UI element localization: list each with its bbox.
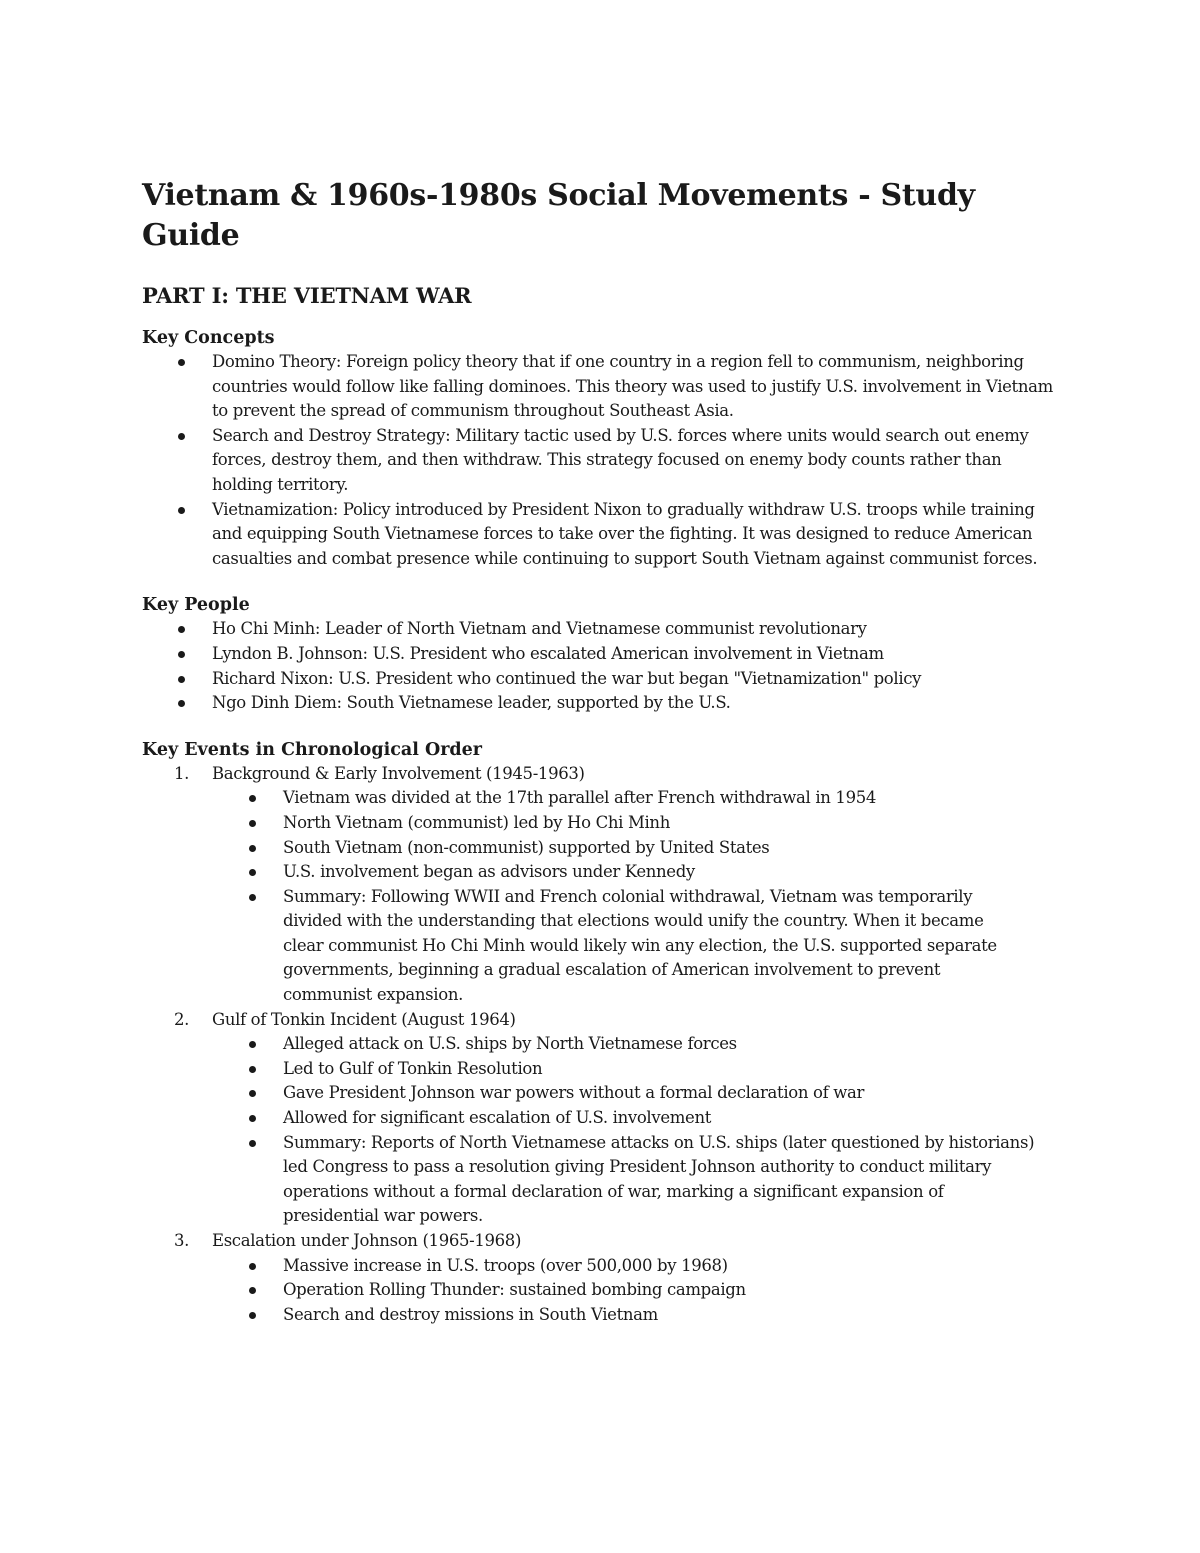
event-item (142, 762, 1062, 1008)
event-item (142, 1008, 1062, 1229)
list-item: Led to Gulf of Tonkin Resolution (283, 1057, 1062, 1082)
list-item: Vietnam was divided at the 17th parallel after French withdrawal in 1954 (283, 786, 1062, 811)
list-item: Alleged attack on U.S. ships by North Vietnamese forces (283, 1032, 1062, 1057)
event-details-list (142, 786, 1062, 1007)
event-details-list (142, 1254, 1062, 1328)
list-item: Search and destroy missions in South Vietnam (283, 1303, 1062, 1328)
event-number: 2. (174, 1009, 190, 1029)
key-people-section (142, 593, 1062, 715)
list-item: Ngo Dinh Diem: South Vietnamese leader, supported by the U.S. (142, 691, 1062, 716)
list-item: Ho Chi Minh: Leader of North Vietnam and Vietnamese communist revolutionary (142, 617, 1062, 642)
list-item: Search and Destroy Strategy: Military tactic used by U.S. forces where units would search out enemy forces, destroy them, and then withdraw. This strategy focused on enemy body counts rather than holding territory. (142, 424, 1062, 498)
key-concepts-list (142, 350, 1062, 571)
key-events-heading: Key Events in Chronological Order (142, 739, 483, 760)
document-page (142, 176, 1062, 1327)
list-item: Lyndon B. Johnson: U.S. President who escalated American involvement in Vietnam (142, 642, 1062, 667)
list-item: U.S. involvement began as advisors under Kennedy (283, 860, 1062, 885)
list-item: South Vietnam (non-communist) supported by United States (283, 836, 1062, 861)
key-people-heading: Key People (142, 595, 250, 616)
list-item: Massive increase in U.S. troops (over 500,000 by 1968) (283, 1254, 1062, 1279)
key-people-list (142, 617, 1062, 715)
event-title: Escalation under Johnson (1965-1968) (212, 1231, 522, 1250)
list-item: Allowed for significant escalation of U.S. involvement (283, 1106, 1062, 1131)
section-spacer (142, 716, 1062, 738)
list-item: Summary: Reports of North Vietnamese attacks on U.S. ships (later questioned by historians) led Congress to pass a resolution giving President Johnson authority to conduct military operations without a formal declaration of war, marking a significant expansion of presidential war powers. (283, 1131, 1043, 1229)
list-item: Gave President Johnson war powers without a formal declaration of war (283, 1081, 1062, 1106)
list-item: Operation Rolling Thunder: sustained bombing campaign (283, 1278, 1062, 1303)
list-item: Domino Theory: Foreign policy theory that if one country in a region fell to communism, neighboring countries would follow like falling dominoes. This theory was used to justify U.S. involvement in Vietnam to prevent the spread of communism throughout Southeast Asia. (142, 350, 1062, 424)
event-title: Background & Early Involvement (1945-1963) (212, 763, 585, 783)
key-concepts-section (142, 326, 1062, 571)
event-details-list (142, 1032, 1062, 1229)
event-number: 1. (174, 763, 190, 783)
event-number: 3. (174, 1231, 190, 1250)
key-concepts-heading: Key Concepts (142, 328, 275, 348)
key-events-section (142, 738, 1062, 1328)
document-title: Vietnam & 1960s-1980s Social Movements - Study Guide (142, 178, 975, 253)
event-item (142, 1229, 1062, 1327)
event-title: Gulf of Tonkin Incident (August 1964) (212, 1009, 516, 1029)
list-item: North Vietnam (communist) led by Ho Chi Minh (283, 811, 1062, 836)
section-spacer (142, 571, 1062, 593)
list-item: Summary: Following WWII and French colonial withdrawal, Vietnam was temporarily divided with the understanding that elections would unify the country. When it became clear communist Ho Chi Minh would likely win any election, the U.S. supported separate governments, beginning a gradual escalation of American involvement to prevent communist expansion. (283, 885, 1023, 1008)
key-events-list (142, 762, 1062, 1328)
list-item: Vietnamization: Policy introduced by President Nixon to gradually withdraw U.S. troops while training and equipping South Vietnamese forces to take over the fighting. It was designed to reduce American casualties and combat presence while continuing to support South Vietnam against communist forces. (142, 498, 1042, 572)
part-heading: PART I: THE VIETNAM WAR (142, 283, 472, 308)
list-item: Richard Nixon: U.S. President who continued the war but began "Vietnamization" policy (142, 667, 1062, 692)
